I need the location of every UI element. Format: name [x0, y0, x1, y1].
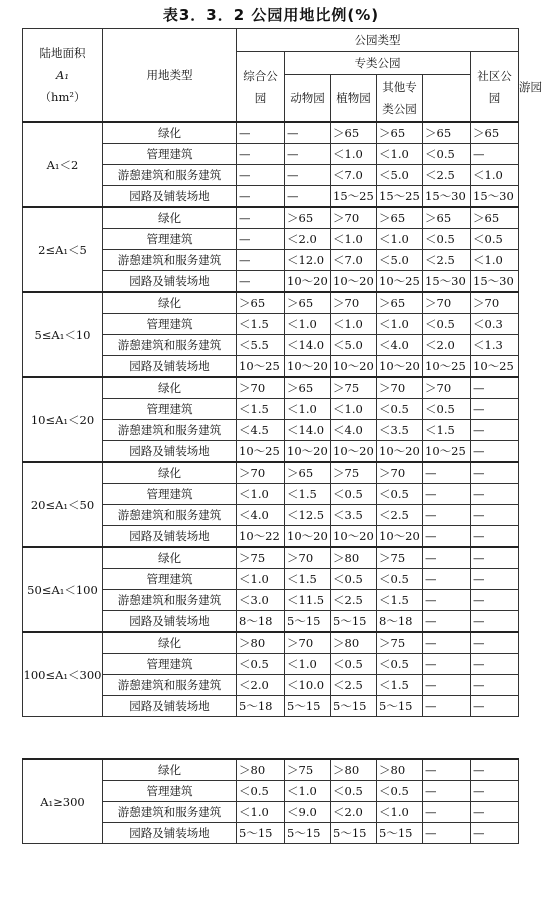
ratio-cell: 15～30 — [423, 186, 471, 208]
land-use-type-cell: 游憩建筑和服务建筑 — [103, 165, 237, 186]
ratio-cell: — — [471, 632, 519, 654]
ratio-cell: ＞75 — [331, 462, 377, 484]
ratio-cell: ＜1.0 — [285, 781, 331, 802]
land-area-label: 陆地面积 — [39, 46, 86, 60]
land-use-ratio-table-large — [22, 758, 519, 844]
ratio-cell: ＜1.5 — [285, 569, 331, 590]
comprehensive-park-label: 综合公园 — [243, 68, 278, 105]
ratio-cell: — — [423, 654, 471, 675]
ratio-cell: ＜1.0 — [285, 314, 331, 335]
ratio-cell: ＜1.5 — [237, 314, 285, 335]
ratio-cell: ＜1.0 — [237, 569, 285, 590]
ratio-cell: 5～15 — [331, 823, 377, 844]
community-park-label: 社区公园 — [477, 68, 512, 105]
ratio-cell: ＞65 — [285, 207, 331, 229]
ratio-cell: ＜0.5 — [377, 654, 423, 675]
land-use-type-cell: 管理建筑 — [103, 781, 237, 802]
park-type-header: 公园类型 — [237, 29, 519, 52]
ratio-cell: ＜12.5 — [285, 505, 331, 526]
land-use-type-cell: 管理建筑 — [103, 399, 237, 420]
ratio-cell: — — [423, 547, 471, 569]
ratio-cell: ＜1.0 — [331, 144, 377, 165]
ratio-cell: 10～20 — [285, 356, 331, 378]
ratio-cell: — — [471, 802, 519, 823]
ratio-cell: 10～25 — [471, 356, 519, 378]
ratio-cell: 10～20 — [377, 356, 423, 378]
ratio-cell: — — [423, 462, 471, 484]
ratio-cell: — — [471, 144, 519, 165]
land-use-type-cell: 游憩建筑和服务建筑 — [103, 675, 237, 696]
ratio-cell: 5～15 — [377, 696, 423, 717]
ratio-cell: ＜1.0 — [331, 229, 377, 250]
area-range-cell: 5≤A₁＜10 — [23, 292, 103, 377]
table-row — [23, 377, 519, 399]
ratio-cell: ＜1.0 — [471, 250, 519, 271]
land-area-header — [23, 29, 103, 123]
ratio-cell: — — [471, 569, 519, 590]
land-use-type-cell: 园路及铺装场地 — [103, 186, 237, 208]
ratio-cell: ＞70 — [423, 377, 471, 399]
ratio-cell: ＞65 — [377, 207, 423, 229]
ratio-cell: ＜4.0 — [377, 335, 423, 356]
ratio-cell: — — [423, 484, 471, 505]
ratio-cell: ＜3.0 — [237, 590, 285, 611]
ratio-cell: ＞70 — [471, 292, 519, 314]
ratio-cell: — — [423, 802, 471, 823]
ratio-cell: ＞80 — [331, 759, 377, 781]
table-row — [23, 759, 519, 781]
ratio-cell: 5～15 — [237, 823, 285, 844]
ratio-cell: ＜0.5 — [237, 781, 285, 802]
ratio-cell: ＜0.5 — [237, 654, 285, 675]
ratio-cell: ＞70 — [331, 292, 377, 314]
ratio-cell: — — [237, 165, 285, 186]
ratio-cell: — — [471, 675, 519, 696]
ratio-cell: — — [423, 526, 471, 548]
ratio-cell: 8～18 — [237, 611, 285, 633]
area-range-cell: 20≤A₁＜50 — [23, 462, 103, 547]
ratio-cell: ＜4.5 — [237, 420, 285, 441]
ratio-cell: ＜12.0 — [285, 250, 331, 271]
ratio-cell: ＞75 — [377, 632, 423, 654]
ratio-cell: 5～15 — [377, 823, 423, 844]
land-use-type-cell: 游憩建筑和服务建筑 — [103, 505, 237, 526]
ratio-cell: 10～20 — [331, 526, 377, 548]
area-range-cell: 2≤A₁＜5 — [23, 207, 103, 292]
ratio-cell: 5～15 — [331, 696, 377, 717]
ratio-cell: ＜5.5 — [237, 335, 285, 356]
comprehensive-park-header — [237, 52, 285, 123]
ratio-cell: ＜0.5 — [331, 654, 377, 675]
ratio-cell: ＞80 — [237, 759, 285, 781]
ratio-cell: 10～22 — [237, 526, 285, 548]
ratio-cell: ＜1.0 — [377, 229, 423, 250]
ratio-cell: 10～25 — [423, 441, 471, 463]
ratio-cell: — — [285, 165, 331, 186]
ratio-cell: 5～15 — [285, 823, 331, 844]
ratio-cell: — — [237, 271, 285, 293]
table-row — [23, 547, 519, 569]
table-row — [23, 292, 519, 314]
ratio-cell: ＞65 — [285, 462, 331, 484]
land-area-unit: （hm²） — [39, 90, 86, 104]
ratio-cell: ＜0.5 — [377, 399, 423, 420]
ratio-cell: — — [423, 759, 471, 781]
ratio-cell: 8～18 — [377, 611, 423, 633]
ratio-cell: 10～20 — [377, 441, 423, 463]
land-use-type-cell: 园路及铺装场地 — [103, 526, 237, 548]
area-range-cell: A₁＜2 — [23, 122, 103, 207]
ratio-cell: ＜1.5 — [423, 420, 471, 441]
ratio-cell: ＜1.5 — [237, 399, 285, 420]
ratio-cell: — — [237, 186, 285, 208]
ratio-cell: — — [471, 462, 519, 484]
ratio-cell: — — [237, 122, 285, 144]
ratio-cell: ＜3.5 — [377, 420, 423, 441]
other-special-header — [377, 75, 423, 123]
ratio-cell: 5～15 — [331, 611, 377, 633]
ratio-cell: — — [423, 611, 471, 633]
ratio-cell: ＜1.5 — [377, 675, 423, 696]
land-use-type-cell: 园路及铺装场地 — [103, 611, 237, 633]
ratio-cell: ＜1.5 — [377, 590, 423, 611]
ratio-cell: ＞75 — [377, 547, 423, 569]
ratio-cell: ＜0.5 — [377, 781, 423, 802]
ratio-cell: — — [423, 696, 471, 717]
table-row — [23, 462, 519, 484]
land-use-type-cell: 管理建筑 — [103, 654, 237, 675]
ratio-cell: 10～20 — [331, 441, 377, 463]
botanical-header: 植物园 — [331, 75, 377, 123]
ratio-cell: — — [237, 250, 285, 271]
land-use-type-cell: 游憩建筑和服务建筑 — [103, 250, 237, 271]
land-use-type-cell: 绿化 — [103, 292, 237, 314]
ratio-cell: ＞70 — [285, 547, 331, 569]
land-use-type-header: 用地类型 — [103, 29, 237, 123]
ratio-cell: ＜0.5 — [331, 781, 377, 802]
area-range-cell: 100≤A₁＜300 — [23, 632, 103, 717]
land-use-type-cell: 园路及铺装场地 — [103, 441, 237, 463]
ratio-cell: ＜1.0 — [377, 802, 423, 823]
ratio-cell: ＞65 — [285, 377, 331, 399]
land-use-type-cell: 绿化 — [103, 377, 237, 399]
ratio-cell: 15～30 — [423, 271, 471, 293]
ratio-cell: ＜2.0 — [237, 675, 285, 696]
ratio-cell: ＞65 — [423, 207, 471, 229]
ratio-cell: ＜10.0 — [285, 675, 331, 696]
special-parks-header: 专类公园 — [285, 52, 471, 75]
land-use-ratio-table: 陆地面积 A₁ （hm²） 用地类型 公园类型 综合公园 专类公园 社区公园 游园 动物园 植物园 其他专类公园 A₁＜2 绿化 — — ＞65 ＞65 ＞65 ＞65 管理建筑 — — ＜1.0 ＜1.0 ＜0.5 — 游憩建筑和服务建筑 — — ＜7.0 ＜5.0 ＜2.5 ＜1.0 园路及铺装场地 — — 15～25 15～25 15～30 15～30 2≤A₁＜5 绿化 — ＞65 ＞70 ＞65 ＞65 ＞65 管理建筑 — ＜2.0 ＜1.0 ＜1.0 ＜0.5 ＜0.5 游憩建筑和服务建筑 — ＜12.0 ＜7.0 ＜5.0 ＜2.5 ＜1.0 园路及铺装场地 — 10～20 10～20 10～25 15～30 15～30 5≤A₁＜10 绿化 ＞65 ＞65 ＞70 ＞65 ＞70 ＞70 管理建筑 ＜1.5 ＜1.0 ＜1.0 ＜1.0 ＜0.5 ＜0.3 游憩建筑和服务建筑 ＜5.5 ＜14.0 ＜5.0 ＜4.0 ＜2.0 ＜1.3 园路及铺装场地 10～25 10～20 10～20 10～20 10～25 10～25 10≤A₁＜20 绿化 ＞70 ＞65 ＞75 ＞70 ＞70 — 管理建筑 ＜1.5 ＜1.0 ＜1.0 ＜0.5 ＜0.5 — 游憩建筑和服务建筑 ＜4.5 ＜14.0 ＜4.0 ＜3.5 ＜1.5 — 园路及铺装场地 10～25 10～20 10～20 10～20 10～25 — 20≤A₁＜50 绿化 ＞70 ＞65 ＞75 ＞70 — — 管理建筑 ＜1.0 ＜1.5 ＜0.5 ＜0.5 — — 游憩建筑和服务建筑 ＜4.0 ＜12.5 ＜3.5 ＜2.5 — — 园路及铺装场地 10～22 10～20 10～20 10～20 — — 50≤A₁＜100 绿化 ＞75 ＞70 ＞80 ＞75 — — 管理建筑 ＜1.0 ＜1.5 ＜0.5 ＜0.5 — — 游憩建筑和服务建筑 ＜3.0 ＜11.5 ＜2.5 ＜1.5 — — 园路及铺装场地 8～18 5～15 5～15 8～18 — — 100≤A₁＜300 绿化 ＞80 ＞70 ＞80 ＞75 — — 管理建筑 ＜0.5 ＜1.0 ＜0.5 ＜0.5 — — 游憩建筑和服务建筑 ＜2.0 ＜10.0 ＜2.5 ＜1.5 — — 园路及铺装场地 5～18 5～15 5～15 5～15 — — — [22, 28, 519, 717]
ratio-cell: — — [471, 611, 519, 633]
area-range-cell: 10≤A₁＜20 — [23, 377, 103, 462]
ratio-cell: ＜0.5 — [331, 484, 377, 505]
land-use-type-cell: 管理建筑 — [103, 144, 237, 165]
ratio-cell: ＜14.0 — [285, 335, 331, 356]
ratio-cell: — — [285, 186, 331, 208]
land-use-type-cell: 园路及铺装场地 — [103, 271, 237, 293]
ratio-cell: ＞75 — [285, 759, 331, 781]
ratio-cell: ＞80 — [237, 632, 285, 654]
ratio-cell: — — [423, 590, 471, 611]
ratio-cell: ＜1.0 — [237, 802, 285, 823]
ratio-cell: 10～25 — [377, 271, 423, 293]
zoo-header: 动物园 — [285, 75, 331, 123]
ratio-cell: ＜2.5 — [423, 250, 471, 271]
land-area-symbol: A₁ — [56, 68, 69, 82]
land-use-type-cell: 园路及铺装场地 — [103, 696, 237, 717]
ratio-cell: ＞65 — [285, 292, 331, 314]
ratio-cell: 10～20 — [285, 526, 331, 548]
ratio-cell: — — [471, 547, 519, 569]
ratio-cell: — — [471, 590, 519, 611]
ratio-cell: — — [237, 229, 285, 250]
ratio-cell: — — [285, 122, 331, 144]
ratio-cell: ＜0.5 — [331, 569, 377, 590]
ratio-cell: — — [423, 632, 471, 654]
ratio-cell: ＜5.0 — [331, 335, 377, 356]
land-use-type-cell: 绿化 — [103, 122, 237, 144]
land-use-type-cell: 游憩建筑和服务建筑 — [103, 802, 237, 823]
table-row — [23, 632, 519, 654]
ratio-cell: ＜1.0 — [285, 399, 331, 420]
ratio-cell: ＜5.0 — [377, 250, 423, 271]
land-use-type-cell: 绿化 — [103, 632, 237, 654]
land-use-type-cell: 园路及铺装场地 — [103, 356, 237, 378]
ratio-cell: — — [285, 144, 331, 165]
ratio-cell: 5～15 — [285, 696, 331, 717]
ratio-cell: ＜2.5 — [423, 165, 471, 186]
ratio-cell: 15～25 — [331, 186, 377, 208]
land-use-type-cell: 管理建筑 — [103, 484, 237, 505]
land-use-type-cell: 园路及铺装场地 — [103, 823, 237, 844]
ratio-cell: ＞65 — [471, 207, 519, 229]
ratio-cell: ＞70 — [285, 632, 331, 654]
ratio-cell: ＜0.5 — [423, 399, 471, 420]
ratio-cell: ＞75 — [331, 377, 377, 399]
ratio-cell: ＜14.0 — [285, 420, 331, 441]
ratio-cell: 10～20 — [377, 526, 423, 548]
ratio-cell: 10～25 — [237, 441, 285, 463]
ratio-cell: 10～20 — [285, 441, 331, 463]
ratio-cell: — — [471, 526, 519, 548]
ratio-cell: ＜1.0 — [377, 144, 423, 165]
ratio-cell: 15～30 — [471, 186, 519, 208]
ratio-cell: — — [471, 505, 519, 526]
ratio-cell: ＜7.0 — [331, 165, 377, 186]
ratio-cell: ＞80 — [377, 759, 423, 781]
ratio-cell: 10～25 — [423, 356, 471, 378]
table-title: 表3．3．2 公园用地比例(%) — [162, 6, 380, 24]
ratio-cell: ＞65 — [377, 292, 423, 314]
ratio-cell: ＜4.0 — [237, 505, 285, 526]
ratio-cell: — — [471, 420, 519, 441]
ratio-cell: ＞75 — [237, 547, 285, 569]
ratio-cell: ＜7.0 — [331, 250, 377, 271]
ratio-cell: — — [471, 377, 519, 399]
table-row — [23, 122, 519, 144]
ratio-cell: ＞80 — [331, 632, 377, 654]
ratio-cell: ＜1.3 — [471, 335, 519, 356]
ratio-cell: — — [423, 823, 471, 844]
land-use-type-cell: 游憩建筑和服务建筑 — [103, 590, 237, 611]
ratio-cell: ＞70 — [423, 292, 471, 314]
ratio-cell: 10～20 — [331, 356, 377, 378]
ratio-cell: ＜1.0 — [237, 484, 285, 505]
ratio-cell: — — [471, 696, 519, 717]
ratio-cell: ＜0.5 — [423, 229, 471, 250]
ratio-cell: ＞65 — [331, 122, 377, 144]
ratio-cell: ＜0.5 — [423, 144, 471, 165]
ratio-cell: — — [423, 569, 471, 590]
ratio-cell: — — [423, 675, 471, 696]
ratio-cell: ＜1.0 — [285, 654, 331, 675]
ratio-cell: ＜11.5 — [285, 590, 331, 611]
ratio-cell: 10～25 — [237, 356, 285, 378]
community-park-header — [471, 52, 519, 123]
ratio-cell: ＞65 — [471, 122, 519, 144]
ratio-cell: 15～30 — [471, 271, 519, 293]
ratio-cell: — — [423, 781, 471, 802]
ratio-cell: — — [471, 759, 519, 781]
ratio-cell: — — [471, 781, 519, 802]
ratio-cell: — — [471, 399, 519, 420]
ratio-cell: ＜2.5 — [331, 675, 377, 696]
ratio-cell: 10～20 — [285, 271, 331, 293]
ratio-cell: ＜9.0 — [285, 802, 331, 823]
ratio-cell: ＜2.5 — [331, 590, 377, 611]
ratio-cell: ＜4.0 — [331, 420, 377, 441]
ratio-cell: — — [237, 144, 285, 165]
land-use-type-cell: 管理建筑 — [103, 314, 237, 335]
ratio-cell: ＜1.0 — [471, 165, 519, 186]
ratio-cell: 5～15 — [285, 611, 331, 633]
area-range-cell: 50≤A₁＜100 — [23, 547, 103, 632]
ratio-cell: ＜1.0 — [331, 314, 377, 335]
ratio-cell: 10～20 — [331, 271, 377, 293]
ratio-cell: ＜1.0 — [331, 399, 377, 420]
ratio-cell: ＜0.5 — [423, 314, 471, 335]
land-use-type-cell: 管理建筑 — [103, 569, 237, 590]
area-range-cell: A₁≥300 — [23, 759, 103, 844]
ratio-cell: ＞65 — [423, 122, 471, 144]
table-row — [23, 207, 519, 229]
ratio-cell: ＜0.3 — [471, 314, 519, 335]
ratio-cell: — — [471, 654, 519, 675]
ratio-cell: — — [237, 207, 285, 229]
ratio-cell: ＜0.5 — [471, 229, 519, 250]
ratio-cell: ＞65 — [377, 122, 423, 144]
land-use-type-cell: 绿化 — [103, 547, 237, 569]
ratio-cell: 15～25 — [377, 186, 423, 208]
ratio-cell: ＜0.5 — [377, 569, 423, 590]
land-use-type-cell: 游憩建筑和服务建筑 — [103, 335, 237, 356]
ratio-cell: — — [471, 484, 519, 505]
ratio-cell: ＞70 — [377, 462, 423, 484]
ratio-cell: — — [471, 823, 519, 844]
land-use-type-cell: 绿化 — [103, 462, 237, 484]
ratio-cell: ＞80 — [331, 547, 377, 569]
ratio-cell: ＜3.5 — [331, 505, 377, 526]
ratio-cell: ＜1.0 — [377, 314, 423, 335]
ratio-cell: ＜5.0 — [377, 165, 423, 186]
ratio-cell: ＜0.5 — [377, 484, 423, 505]
ratio-cell: ＞70 — [237, 377, 285, 399]
ratio-cell: 5～18 — [237, 696, 285, 717]
land-use-type-cell: 绿化 — [103, 759, 237, 781]
ratio-cell: ＜2.5 — [377, 505, 423, 526]
land-use-type-cell: 游憩建筑和服务建筑 — [103, 420, 237, 441]
ratio-cell: ＜1.5 — [285, 484, 331, 505]
ratio-cell: — — [423, 505, 471, 526]
land-use-type-cell: 管理建筑 — [103, 229, 237, 250]
ratio-cell: ＞70 — [331, 207, 377, 229]
land-use-type-cell: 绿化 — [103, 207, 237, 229]
ratio-cell: ＜2.0 — [285, 229, 331, 250]
ratio-cell: ＜2.0 — [423, 335, 471, 356]
ratio-cell: ＜2.0 — [331, 802, 377, 823]
ratio-cell: ＞65 — [237, 292, 285, 314]
ratio-cell: ＞70 — [237, 462, 285, 484]
ratio-cell: — — [471, 441, 519, 463]
ratio-cell: ＞70 — [377, 377, 423, 399]
other-special-label: 其他专类公园 — [382, 80, 417, 116]
